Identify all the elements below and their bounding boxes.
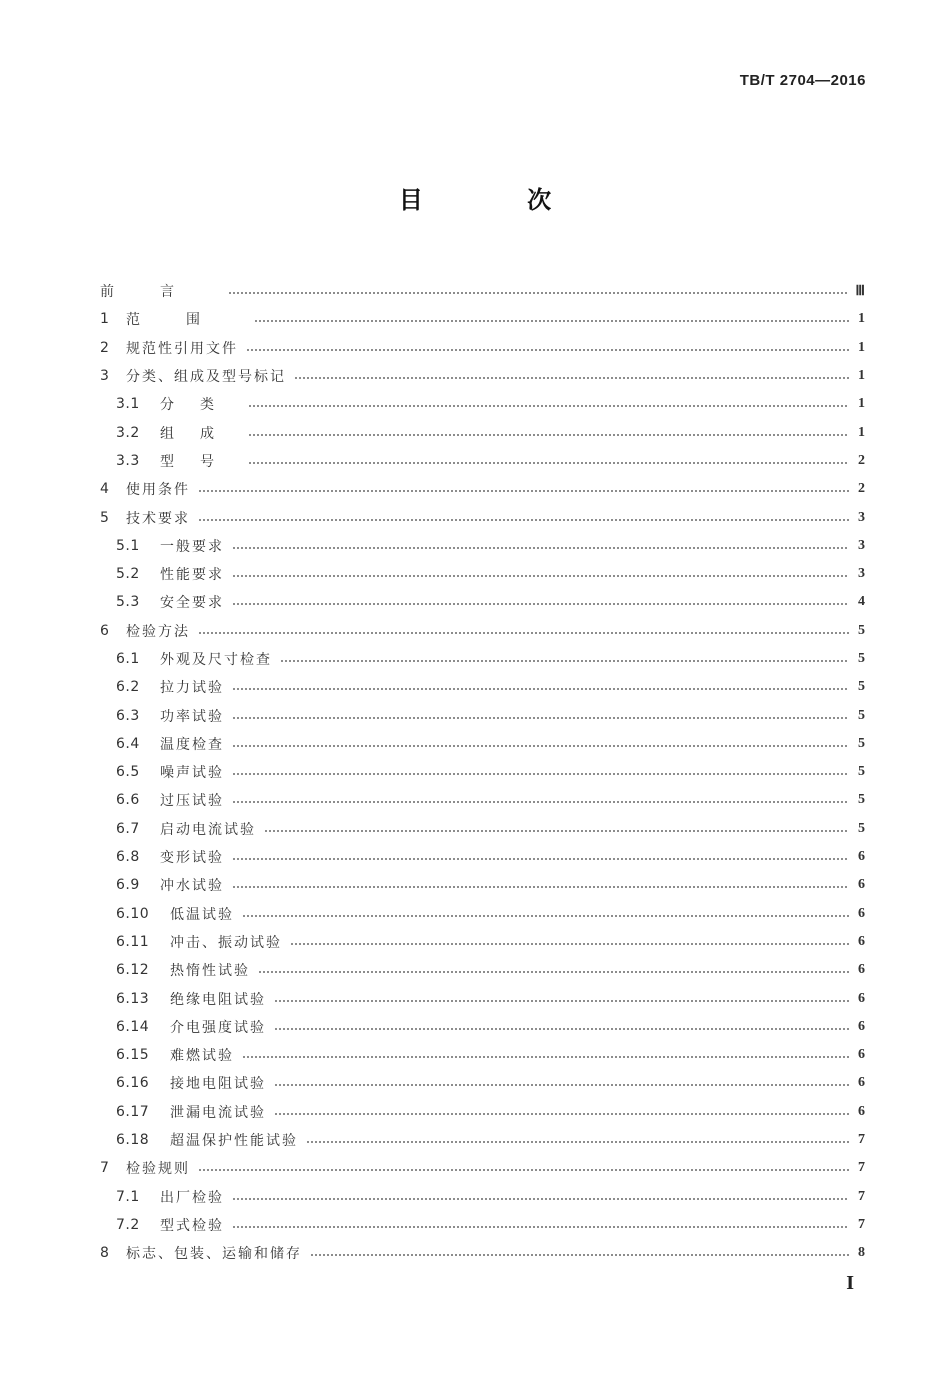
toc-entry-page: 5 [858,707,865,723]
toc-entry-page: 5 [858,651,865,666]
toc-entry-page: 5 [858,764,865,780]
toc-dot-leader [290,943,849,945]
toc-entry-number: 6.15 [116,1047,150,1064]
toc-entry-page: 6 [858,1103,865,1119]
toc-entry-page: 3 [858,537,865,553]
toc-entry-label: 安全要求 [160,595,224,612]
toc-dot-leader [264,830,849,832]
toc-entry[interactable] [100,503,865,531]
toc-entry-page: 7 [858,1188,865,1204]
document-code: TB/T 2704—2016 [739,72,866,89]
toc-entry-label: 型号 [160,453,240,470]
toc-entry-number: 4 [100,481,110,498]
toc-entry-number: 6.10 [116,905,150,922]
toc-entry-page: 6 [858,990,865,1006]
toc-entry[interactable] [100,673,865,701]
toc-entry-label: 冲水试验 [160,878,224,895]
toc-dot-leader [232,688,849,690]
toc-entry-label: 接地电阻试验 [170,1076,266,1093]
toc-entry-page: 2 [858,481,865,497]
toc-dot-leader [232,886,849,888]
toc-entry-page: 7 [858,1216,865,1232]
toc-entry-number: 6.9 [116,877,140,894]
toc-entry-page: 6 [858,962,865,978]
toc-dot-leader [232,801,849,803]
toc-dot-leader [232,717,849,719]
toc-entry-number: 5.1 [116,537,140,554]
toc-entry-number: 3 [100,368,110,385]
toc-entry-number: 3.3 [116,452,140,469]
toc-entry-page: 4 [858,594,865,610]
toc-dot-leader [232,858,849,860]
toc-entry-page: 1 [858,368,865,384]
toc-entry-label: 温度检查 [160,736,224,753]
toc-entry-number: 6.5 [116,764,140,781]
toc-entry[interactable] [100,1183,865,1211]
toc-entry-number: 6.12 [116,962,150,979]
toc-entry-page: 2 [858,452,865,468]
toc-entry-page: Ⅲ [855,283,865,299]
toc-entry-number: 7 [100,1160,110,1177]
toc-entry[interactable] [100,730,865,758]
toc-entry-label: 性能要求 [160,567,224,584]
toc-entry[interactable] [100,815,865,843]
toc-dot-leader [280,660,849,662]
toc-dot-leader [242,1056,849,1058]
toc-dot-leader [232,745,849,747]
toc-entry[interactable] [100,1126,865,1154]
toc-entry-page: 3 [858,566,865,582]
toc-entry-label: 绝缘电阻试验 [170,991,266,1008]
toc-dot-leader [274,1084,849,1086]
toc-dot-leader [232,603,849,605]
toc-entry[interactable] [100,1154,865,1182]
toc-entry[interactable] [100,1211,865,1239]
toc-entry-number: 1 [100,311,110,328]
toc-entry-number: 3.2 [116,424,140,441]
toc-entry[interactable] [100,786,865,814]
toc-entry[interactable] [100,928,865,956]
toc-dot-leader [254,320,849,322]
toc-entry-label: 标志、包装、运输和储存 [126,1246,302,1263]
toc-dot-leader [246,349,849,351]
toc-entry[interactable] [100,532,865,560]
toc-entry-page: 5 [858,735,865,751]
toc-dot-leader [198,1169,849,1171]
toc-dot-leader [294,377,849,379]
toc-dot-leader [274,1000,849,1002]
toc-dot-leader [198,632,849,634]
toc-entry-label: 拉力试验 [160,680,224,697]
toc-entry[interactable] [100,843,865,871]
toc-entry-label: 超温保护性能试验 [170,1133,298,1150]
toc-entry-label: 功率试验 [160,708,224,725]
toc-entry-label: 检验方法 [126,623,190,640]
toc-entry-number: 6.17 [116,1103,150,1120]
toc-entry-number: 6.11 [116,933,150,950]
toc-dot-leader [248,462,849,464]
toc-entry-page: 8 [858,1245,865,1261]
toc-entry-number: 7.2 [116,1216,140,1233]
toc-entry-number: 5 [100,509,110,526]
toc-dot-leader [232,1226,849,1228]
toc-dot-leader [306,1141,849,1143]
toc-entry-page: 7 [858,1160,865,1176]
toc-entry[interactable] [100,277,865,305]
toc-entry-page: 5 [858,679,865,695]
toc-entry-page: 6 [858,1047,865,1063]
toc-entry-label: 规范性引用文件 [126,340,238,357]
toc-entry[interactable] [100,390,865,418]
toc-entry[interactable] [100,871,865,899]
toc-entry[interactable] [100,1041,865,1069]
toc-entry-number: 5.3 [116,594,140,611]
toc-dot-leader [258,971,849,973]
toc-dot-leader [198,519,849,521]
toc-entry[interactable] [100,956,865,984]
toc-entry-page: 5 [858,622,865,638]
toc-title: 目 次 [398,186,600,214]
toc-entry-number: 3.1 [116,396,140,413]
toc-entry-number: 6.6 [116,792,140,809]
toc-entry-page: 6 [858,933,865,949]
toc-entry[interactable] [100,645,865,673]
toc-dot-leader [232,547,849,549]
toc-entry-number: 6.2 [116,679,140,696]
toc-entry[interactable] [100,447,865,475]
toc-entry-label: 外观及尺寸检查 [160,652,272,668]
toc-entry-number: 6.18 [116,1132,150,1149]
toc-entry-label: 使用条件 [126,482,190,499]
page-number: I [846,1272,854,1294]
toc-entry-label: 型式检验 [160,1217,224,1234]
toc-entry[interactable] [100,362,865,390]
toc-entry[interactable] [100,1239,865,1267]
toc-entry-label: 技术要求 [126,510,190,527]
toc-entry-label: 冲击、振动试验 [170,934,282,951]
toc-entry-page: 6 [858,1018,865,1034]
toc-dot-leader [228,292,849,294]
toc-entry-number: 8 [100,1245,110,1262]
toc-entry[interactable] [100,588,865,616]
toc-dot-leader [242,915,849,917]
toc-entry-label: 变形试验 [160,850,224,867]
toc-entry[interactable] [100,758,865,786]
toc-entry-label: 前言 [100,284,220,301]
toc-dot-leader [232,773,849,775]
toc-entry[interactable] [100,560,865,588]
toc-entry-page: 1 [858,396,865,412]
toc-entry-number: 5.2 [116,566,140,583]
toc-entry-page: 6 [858,877,865,893]
toc-entry[interactable] [100,701,865,729]
toc-entry-page: 6 [858,905,865,921]
toc-entry-number: 6.16 [116,1075,150,1092]
toc-entry[interactable] [100,305,865,333]
toc-entry-label: 一般要求 [160,538,224,555]
toc-entry[interactable] [100,1013,865,1041]
table-of-contents [100,277,865,1267]
toc-dot-leader [232,1198,849,1200]
toc-dot-leader [274,1028,849,1030]
toc-entry[interactable] [100,900,865,928]
toc-entry-label: 难燃试验 [170,1048,234,1065]
toc-entry[interactable] [100,984,865,1012]
toc-dot-leader [232,575,849,577]
toc-entry[interactable] [100,418,865,446]
toc-entry[interactable] [100,1098,865,1126]
toc-entry-number: 6.14 [116,1018,150,1035]
toc-entry-label: 热惰性试验 [170,963,250,980]
toc-entry-number: 6.3 [116,707,140,724]
toc-entry-number: 6.7 [116,820,140,837]
toc-dot-leader [248,405,849,407]
toc-dot-leader [198,490,849,492]
toc-entry-page: 1 [858,311,865,327]
toc-entry-page: 5 [858,792,865,808]
toc-entry-number: 2 [100,339,110,356]
toc-entry-label: 组成 [160,425,240,442]
toc-entry-page: 5 [858,820,865,836]
toc-entry-label: 介电强度试验 [170,1019,266,1036]
toc-entry-label: 检验规则 [126,1161,190,1178]
toc-dot-leader [310,1254,849,1256]
toc-entry[interactable] [100,1069,865,1097]
toc-entry-label: 分类、组成及型号标记 [126,369,286,386]
toc-entry-label: 分类 [160,397,240,414]
toc-entry[interactable] [100,617,865,645]
toc-entry-page: 3 [858,509,865,525]
toc-dot-leader [248,434,849,436]
toc-entry-label: 低温试验 [170,906,234,923]
toc-entry-number: 6.13 [116,990,150,1007]
toc-entry-page: 7 [858,1132,865,1148]
toc-entry-page: 1 [858,424,865,440]
toc-entry[interactable] [100,334,865,362]
toc-entry-number: 6 [100,622,110,639]
toc-entry-label: 泄漏电流试验 [170,1104,266,1121]
toc-entry-label: 噪声试验 [160,765,224,782]
toc-entry-number: 6.4 [116,735,140,752]
toc-entry-label: 范围 [126,312,246,329]
toc-entry-page: 6 [858,849,865,865]
toc-entry-page: 1 [858,339,865,355]
toc-entry-number: 6.8 [116,849,140,866]
toc-entry-page: 6 [858,1075,865,1091]
toc-entry[interactable] [100,475,865,503]
toc-entry-label: 启动电流试验 [160,821,256,838]
toc-entry-label: 出厂检验 [160,1189,224,1206]
toc-entry-number: 7.1 [116,1188,140,1205]
toc-entry-number: 6.1 [116,651,140,667]
toc-entry-label: 过压试验 [160,793,224,810]
toc-dot-leader [274,1113,849,1115]
